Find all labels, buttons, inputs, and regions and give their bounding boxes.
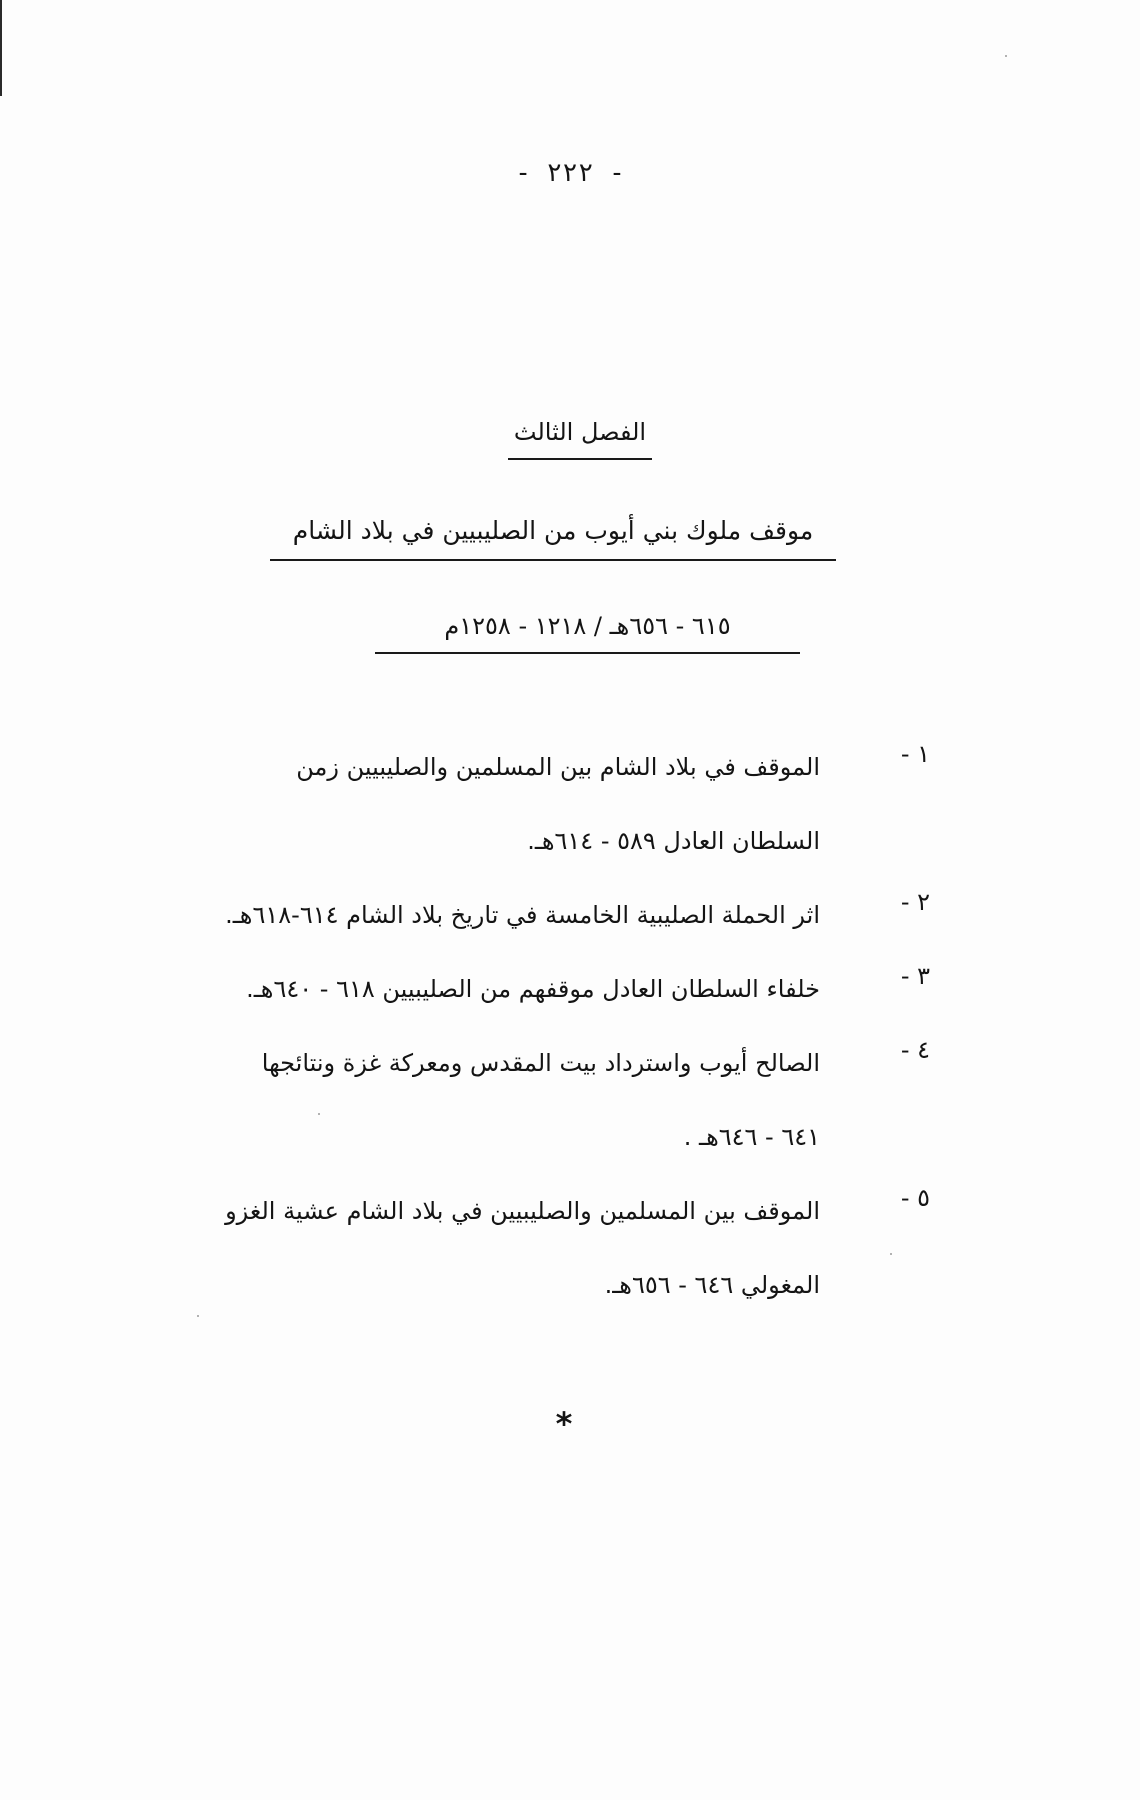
toc-item-number: ٤ - — [900, 1036, 930, 1064]
toc-item-text: الموقف بين المسلمين والصليبيين في بلاد الشام عشية الغزو — [225, 1197, 820, 1225]
toc-item-number: ٥ - — [900, 1184, 930, 1212]
toc-item-text: الموقف في بلاد الشام بين المسلمين والصليبيين زمن — [296, 753, 820, 781]
toc-item-number: ١ - — [900, 740, 930, 768]
chapter-dates: ٦١٥ - ٦٥٦هـ / ١٢١٨ - ١٢٥٨م — [375, 612, 800, 654]
end-asterisk: * — [555, 1405, 573, 1443]
chapter-heading-text: الفصل الثالث — [508, 418, 652, 460]
toc-item-text-continued: ٦٤١ - ٦٤٦هـ . — [683, 1123, 820, 1151]
toc-item-number: ٣ - — [900, 962, 930, 990]
toc-item-text-continued: السلطان العادل ٥٨٩ - ٦١٤هـ. — [527, 827, 820, 855]
toc-item-text: اثر الحملة الصليبية الخامسة في تاريخ بلاد الشام ٦١٤-٦١٨هـ. — [225, 901, 820, 929]
toc-item-text-continued: المغولي ٦٤٦ - ٦٥٦هـ. — [604, 1271, 820, 1299]
toc-item — [130, 1036, 930, 1184]
table-of-contents — [130, 740, 930, 1332]
toc-item-number: ٢ - — [900, 888, 930, 916]
toc-item-text: الصالح أيوب واسترداد بيت المقدس ومعركة غزة ونتائجها — [261, 1049, 820, 1077]
chapter-title: موقف ملوك بني أيوب من الصليبيين في بلاد الشام — [270, 516, 836, 561]
toc-item — [130, 1184, 930, 1332]
page-number: - ٢٢٢ - — [515, 158, 625, 188]
toc-item — [130, 962, 930, 1036]
toc-item — [130, 888, 930, 962]
toc-item-text: خلفاء السلطان العادل موقفهم من الصليبيين ٦١٨ - ٦٤٠هـ. — [246, 975, 820, 1003]
scan-edge-shadow — [0, 0, 2, 96]
scan-speck — [1005, 55, 1007, 57]
chapter-heading — [0, 418, 1140, 460]
toc-item — [130, 740, 930, 888]
